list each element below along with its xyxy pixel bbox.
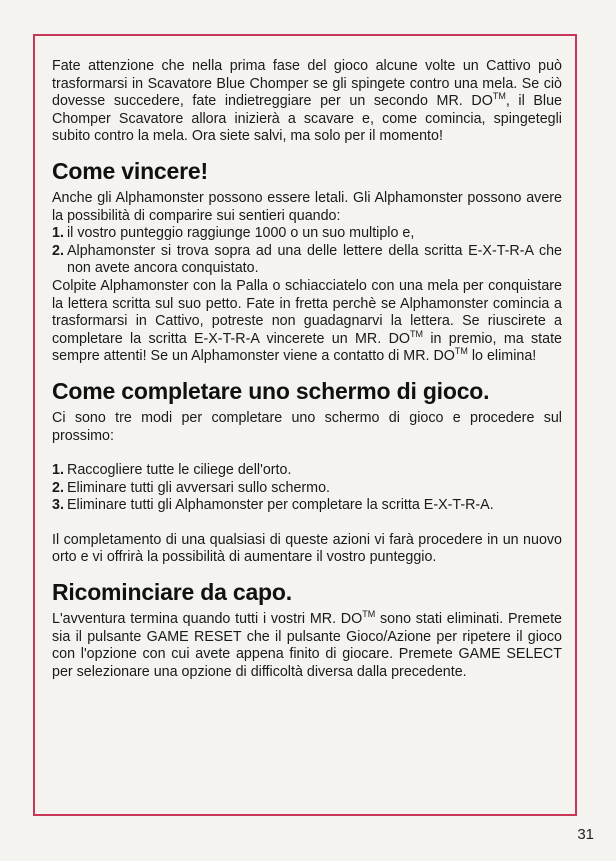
page-content bbox=[52, 58, 562, 681]
list-item bbox=[52, 462, 562, 480]
winning-conditions-list bbox=[52, 225, 562, 278]
list-text: Raccogliere tutte le ciliege dell'orto. bbox=[67, 462, 292, 479]
list-item bbox=[52, 243, 562, 278]
complete-screen-list bbox=[52, 462, 562, 515]
intro-paragraph: Fate attenzione che nella prima fase del gioco alcune volte un Cattivo può trasformarsi in Scavatore Blue Chomper se gli spingete contro una mela. Se ciò dovesse succedere, fate indietreggiare per un secondo MR. DO™, il Blue Chomper Scavatore allora inizierà a scavare e, come comincia, spingetegli subito contro la mela. Ora siete salvi, ma solo per il momento! bbox=[52, 58, 562, 145]
winning-lead: Anche gli Alphamonster possono essere letali. Gli Alphamonster possono avere la possibilità di comparire sui sentieri quando: bbox=[52, 189, 562, 224]
list-item bbox=[52, 225, 562, 243]
list-number: 2. bbox=[52, 242, 64, 259]
list-text: Eliminare tutti gli Alphamonster per completare la scritta E-X-T-R-A. bbox=[67, 497, 494, 514]
list-number: 1. bbox=[52, 225, 64, 242]
list-text: Alphamonster si trova sopra ad una delle lettere della scritta E-X-T-R-A che non avete ancora conquistato. bbox=[67, 242, 562, 277]
list-item bbox=[52, 480, 562, 498]
list-text: il vostro punteggio raggiunge 1000 o un suo multiplo e, bbox=[67, 225, 415, 242]
list-item bbox=[52, 497, 562, 515]
complete-screen-lead: Ci sono tre modi per completare uno schermo di gioco e procedere sul prossimo: bbox=[52, 409, 562, 444]
list-number: 3. bbox=[52, 497, 64, 514]
section-title-winning: Come vincere! bbox=[52, 157, 208, 184]
page-number: 31 bbox=[577, 826, 594, 843]
list-number: 1. bbox=[52, 462, 64, 479]
restart-body: L'avventura termina quando tutti i vostri MR. DO™ sono stati eliminati. Premete sia il pulsante GAME RESET che il pulsante Gioco/Azione per ripetere il gioco con l'opzione con cui avete appena finito di giocare. Premete GAME SELECT per selezionare una opzione di difficoltà diversa dalla precedente. bbox=[52, 609, 562, 680]
list-text: Eliminare tutti gli avversari sullo schermo. bbox=[67, 479, 330, 496]
list-number: 2. bbox=[52, 479, 64, 496]
section-title-complete-screen: Come completare uno schermo di gioco. bbox=[52, 377, 490, 404]
section-title-restart: Ricominciare da capo. bbox=[52, 579, 292, 606]
complete-screen-body: Il completamento di una qualsiasi di queste azioni vi farà procedere in un nuovo orto e vi offrirà la possibilità di aumentare il vostro punteggio. bbox=[52, 531, 562, 566]
winning-body: Colpite Alphamonster con la Palla o schiacciatelo con una mela per conquistare la lettera scritta sul suo petto. Fate in fretta perchè se Alphamonster comincia a trasformarsi in Cattivo, potreste non guadagnarvi la lettera. Se riuscirete a completare la scritta E-X-T-R-A vincerete un MR. DO™ in premio, ma state sempre attenti! Se un Alphamonster viene a contatto di MR. DO™ lo elimina! bbox=[52, 277, 563, 365]
